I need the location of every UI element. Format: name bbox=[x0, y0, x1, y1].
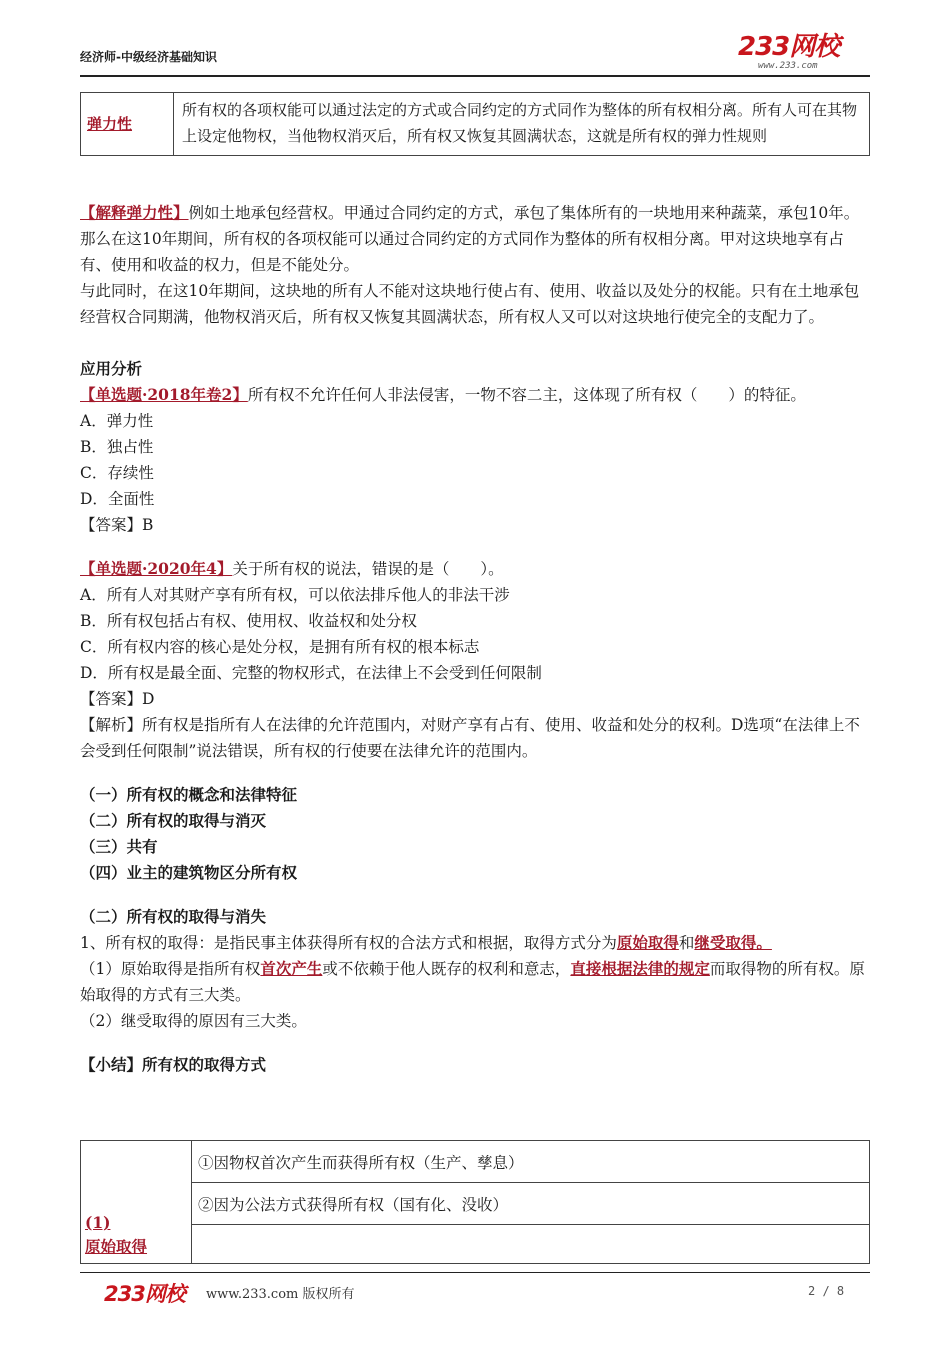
acquisition-row: ①因物权首次产生而获得所有权（生产、孳息） bbox=[192, 1141, 870, 1183]
outline-item: （二）所有权的取得与消灭 bbox=[80, 811, 267, 830]
q1-option: A．弹力性 bbox=[80, 412, 154, 430]
derivative-acquisition-term: 继受取得。 bbox=[694, 933, 772, 952]
q2-option: D．所有权是最全面、完整的物权形式，在法律上不会受到任何限制 bbox=[80, 664, 542, 682]
q1-option: C．存续性 bbox=[80, 464, 154, 482]
q1-stem-text: 所有权不允许任何人非法侵害，一物不容二主，这体现了所有权（ ）的特征。 bbox=[247, 386, 806, 404]
brand-logo bbox=[738, 34, 868, 74]
l1-and: 和 bbox=[678, 934, 695, 952]
original-acquisition-cell bbox=[81, 1141, 192, 1264]
acquisition-row: ②因为公法方式获得所有权（国有化、没收） bbox=[192, 1183, 870, 1225]
document-body bbox=[80, 200, 870, 1078]
header-divider bbox=[80, 75, 870, 77]
l2-text-e: 而取得物的所有权。原始取得的方式有三大类。 bbox=[80, 960, 865, 1004]
derivative-acquisition-line: （2）继受取得的原因有三大类。 bbox=[80, 1012, 307, 1030]
explain-paragraph bbox=[80, 200, 870, 278]
explain-p1: 例如土地承包经营权。甲通过合同约定的方式，承包了集体所有的一块地用来种蔬菜，承包10年。那么在这10年期间，所有权的各项权能可以通过合同约定的方式同作为整体的所有权相分离。甲对这块地享有占有、使用和收益的权力，但是不能处分。 bbox=[80, 204, 860, 274]
elasticity-table bbox=[80, 92, 870, 156]
q1-option: D．全面性 bbox=[80, 490, 155, 508]
by-law-term: 直接根据法律的规定 bbox=[570, 959, 710, 978]
outline-item: （四）业主的建筑物区分所有权 bbox=[80, 863, 298, 882]
q2-stem-text: 关于所有权的说法，错误的是（ ）。 bbox=[232, 560, 504, 578]
explain-tag: 【解释弹力性】 bbox=[80, 203, 189, 222]
acquisition-definition bbox=[80, 930, 870, 956]
label-number: (1) bbox=[85, 1213, 111, 1232]
logo-url: www.233.com bbox=[758, 61, 818, 71]
logo-text: 233网校 bbox=[738, 32, 840, 62]
page-number: 2 / 8 bbox=[808, 1284, 845, 1298]
header-title: 经济师-中级经济基础知识 bbox=[80, 50, 217, 64]
original-acquisition-definition bbox=[80, 956, 870, 1008]
l2-text-c: 或不依赖于他人既存的权利和意志， bbox=[322, 960, 571, 978]
q2-option: A．所有人对其财产享有所有权，可以依法排斥他人的非法干涉 bbox=[80, 586, 510, 604]
acquisition-table bbox=[80, 1140, 870, 1264]
elasticity-text: 所有权的各项权能可以通过法定的方式或合同约定的方式同作为整体的所有权相分离。所有人可在其物上设定他物权，当他物权消灭后，所有权又恢复其圆满状态，这就是所有权的弹力性规则 bbox=[174, 93, 870, 156]
acquisition-row bbox=[192, 1225, 870, 1264]
summary-heading: 【小结】所有权的取得方式 bbox=[80, 1055, 267, 1074]
l1-text: 1、所有权的取得：是指民事主体获得所有权的合法方式和根据，取得方式分为 bbox=[80, 934, 617, 952]
section-heading: （二）所有权的取得与消失 bbox=[80, 907, 267, 926]
explain-p2: 与此同时，在这10年期间，这块地的所有人不能对这块地行使占有、使用、收益以及处分的权能。只有在土地承包经营权合同期满，他物权消灭后，所有权又恢复其圆满状态，所有权人又可以对这块地行使完全的支配力了。 bbox=[80, 282, 860, 326]
q2-option: C．所有权内容的核心是处分权，是拥有所有权的根本标志 bbox=[80, 638, 480, 656]
original-acquisition-term: 原始取得 bbox=[616, 933, 679, 952]
q1-tag: 【单选题·2018年卷2】 bbox=[80, 385, 248, 404]
q2-stem bbox=[80, 556, 870, 582]
q2-answer: 【答案】D bbox=[80, 690, 155, 708]
q2-option: B．所有权包括占有权、使用权、收益权和处分权 bbox=[80, 612, 417, 630]
footer-copyright: www.233.com 版权所有 bbox=[206, 1287, 355, 1302]
l2-text-a: （1）原始取得是指所有权 bbox=[80, 960, 261, 978]
analysis-heading: 应用分析 bbox=[80, 359, 143, 378]
q1-stem bbox=[80, 382, 870, 408]
footer-divider bbox=[80, 1272, 870, 1273]
elasticity-label: 弹力性 bbox=[81, 93, 174, 156]
outline-item: （一）所有权的概念和法律特征 bbox=[80, 785, 298, 804]
q1-answer: 【答案】B bbox=[80, 516, 154, 534]
q2-tag: 【单选题·2020年4】 bbox=[80, 559, 233, 578]
outline-item: （三）共有 bbox=[80, 837, 158, 856]
footer-logo: 233网校 bbox=[104, 1282, 185, 1306]
label-name: 原始取得 bbox=[85, 1237, 148, 1256]
q2-analysis: 【解析】所有权是指所有人在法律的允许范围内，对财产享有占有、使用、收益和处分的权利。D选项“在法律上不会受到任何限制”说法错误，所有权的行使要在法律允许的范围内。 bbox=[80, 716, 860, 760]
first-created-term: 首次产生 bbox=[260, 959, 323, 978]
q1-option: B．独占性 bbox=[80, 438, 154, 456]
